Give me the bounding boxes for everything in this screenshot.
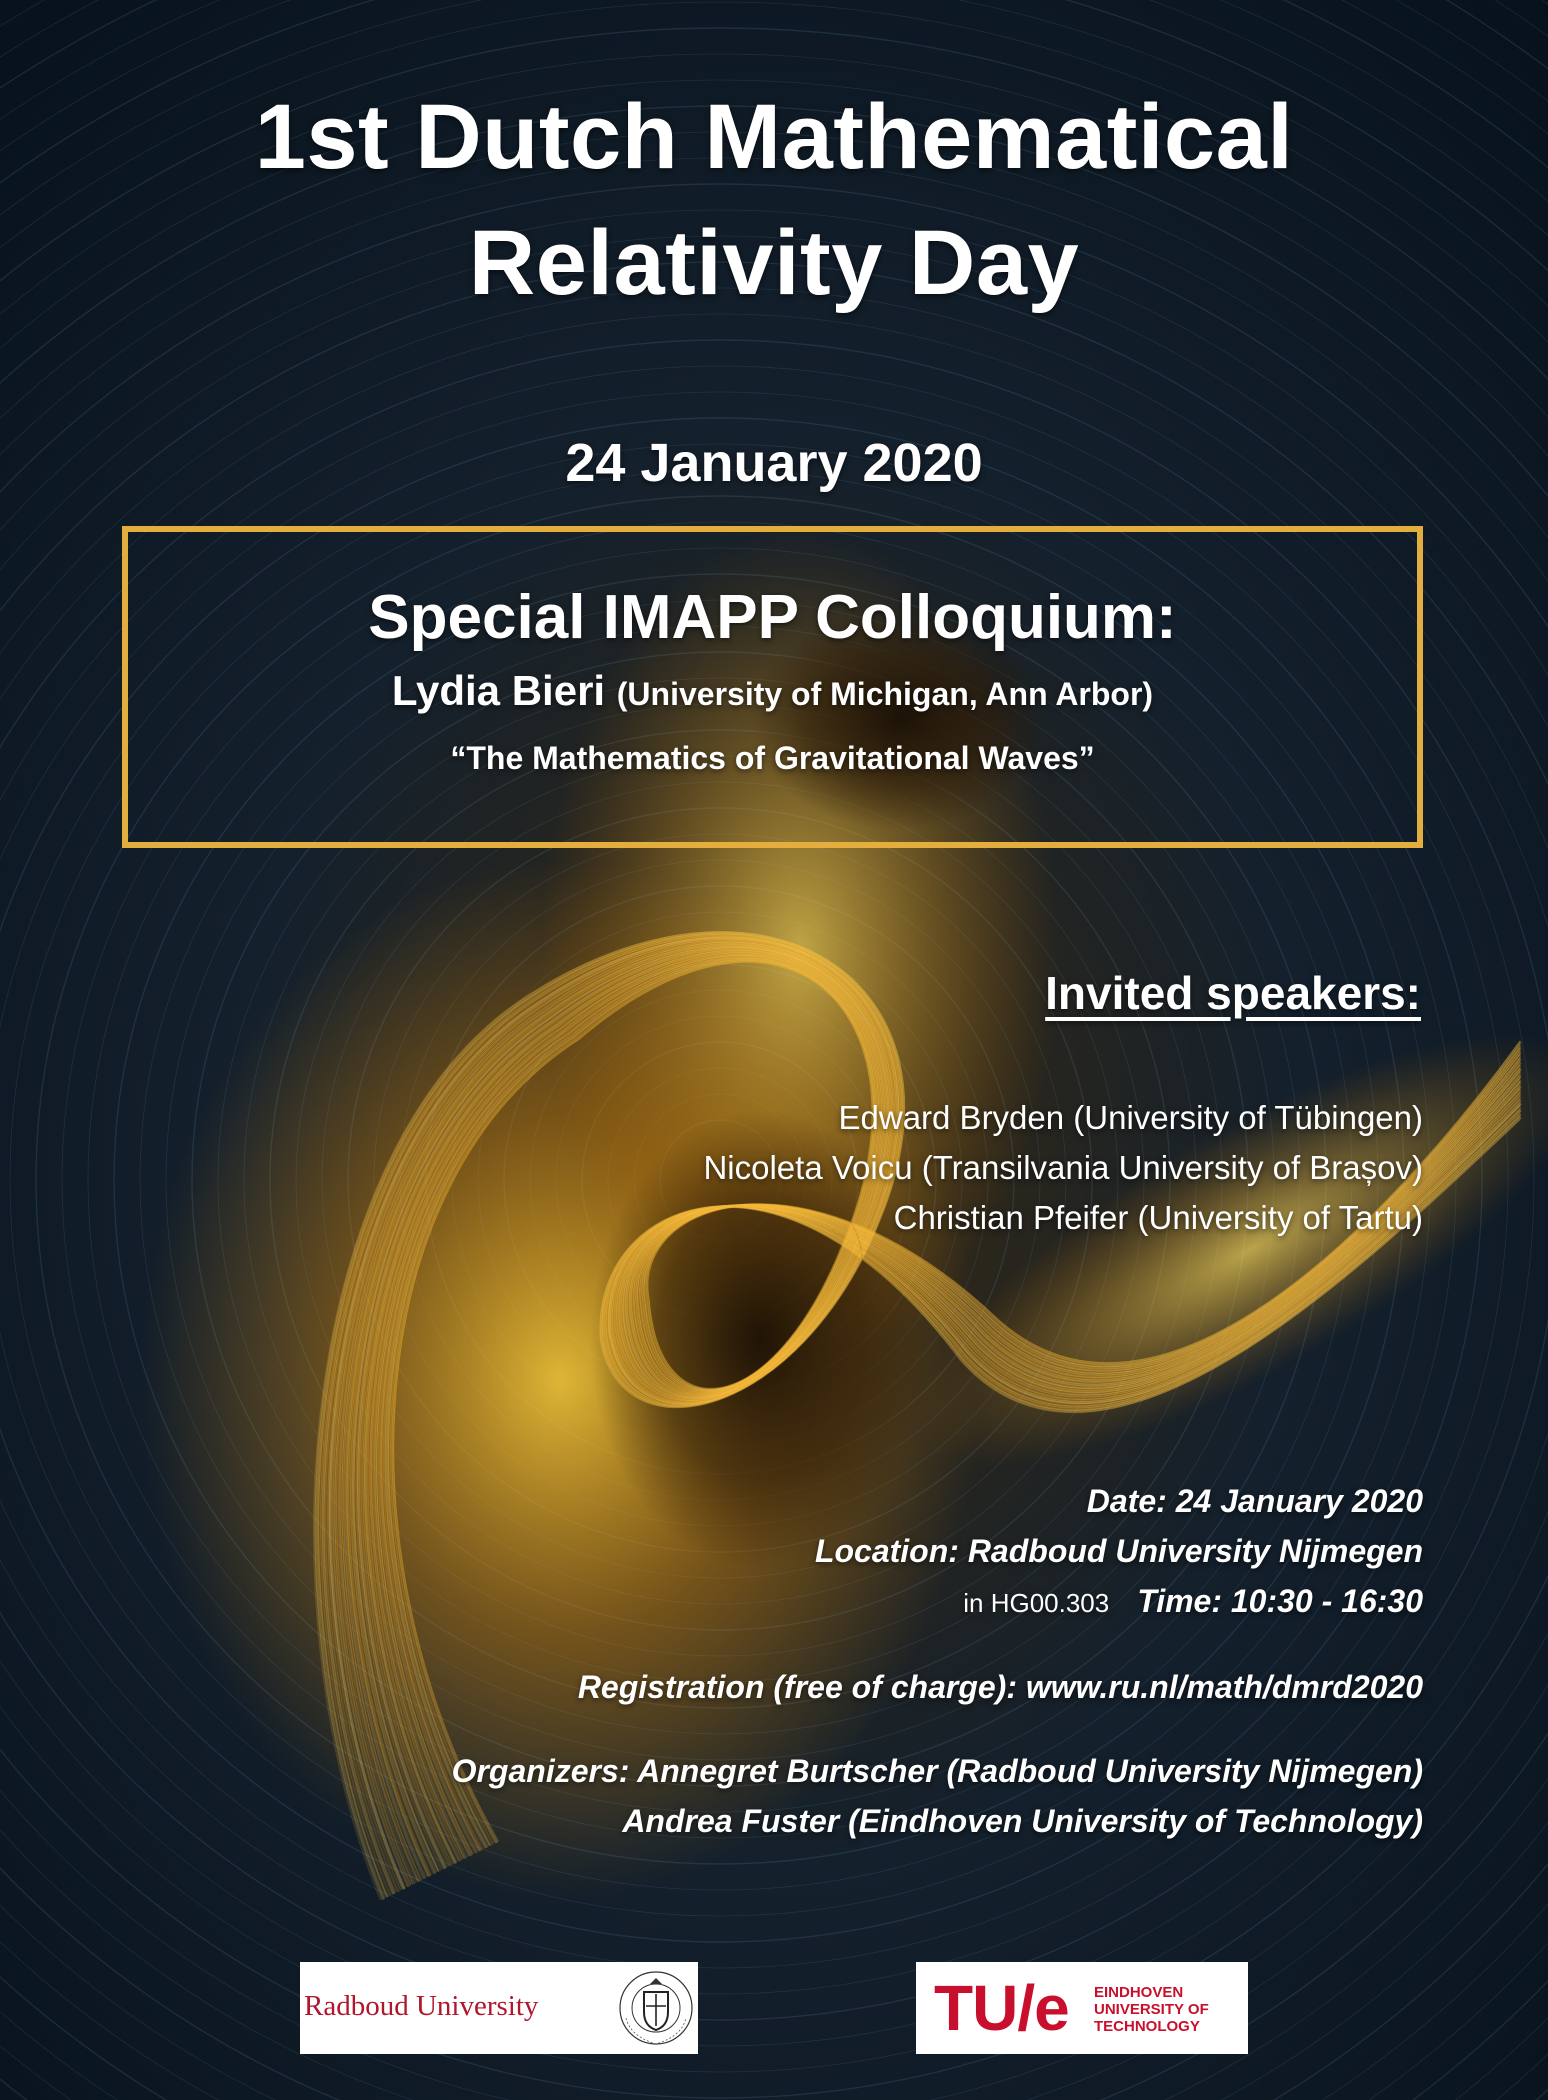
speaker-item: Nicoleta Voicu (Transilvania University of Brașov) <box>703 1149 1423 1186</box>
colloquium-speaker-affiliation: (University of Michigan, Ann Arbor) <box>616 676 1154 712</box>
info-room-time <box>452 1576 1423 1628</box>
title-line-2: Relativity Day <box>468 212 1080 314</box>
colloquium-box <box>122 526 1423 848</box>
title-line-1: 1st Dutch Mathematical <box>254 86 1294 188</box>
poster-title <box>0 74 1548 326</box>
colloquium-speaker-name: Lydia Bieri <box>391 667 606 714</box>
info-date: Date: 24 January 2020 <box>1086 1483 1423 1519</box>
info-registration[interactable]: Registration (free of charge): www.ru.nl/math/dmrd2020 <box>577 1669 1423 1705</box>
speaker-item: Edward Bryden (University of Tübingen) <box>838 1099 1423 1136</box>
radboud-logo-text: Radboud University <box>304 1990 539 2022</box>
colloquium-title: Special IMAPP Colloquium: <box>368 583 1177 652</box>
event-info <box>452 1476 1423 1846</box>
info-time: Time: 10:30 - 16:30 <box>1137 1583 1423 1619</box>
colloquium-speaker <box>128 660 1417 725</box>
info-organizers-1: Organizers: Annegret Burtscher (Radboud University Nijmegen) <box>451 1753 1423 1789</box>
event-date-heading: 24 January 2020 <box>565 433 983 493</box>
tue-logo <box>916 1962 1248 2054</box>
invited-speakers-list <box>703 1093 1423 1243</box>
colloquium-talk-title: “The Mathematics of Gravitational Waves” <box>450 740 1095 776</box>
radboud-university-logo <box>300 1962 698 2054</box>
tue-logo-subtitle: EINDHOVEN UNIVERSITY OF TECHNOLOGY <box>1094 1984 1209 2035</box>
info-organizers-2: Andrea Fuster (Eindhoven University of Technology) <box>622 1803 1423 1839</box>
speaker-item: Christian Pfeifer (University of Tartu) <box>893 1199 1423 1236</box>
info-location: Location: Radboud University Nijmegen <box>814 1533 1423 1569</box>
invited-speakers-heading: Invited speakers: <box>1045 967 1421 1019</box>
radboud-seal-icon <box>616 1966 696 2050</box>
tue-logo-mark: TU/e <box>934 1972 1069 2044</box>
info-room: in HG00.303 <box>963 1588 1110 1618</box>
